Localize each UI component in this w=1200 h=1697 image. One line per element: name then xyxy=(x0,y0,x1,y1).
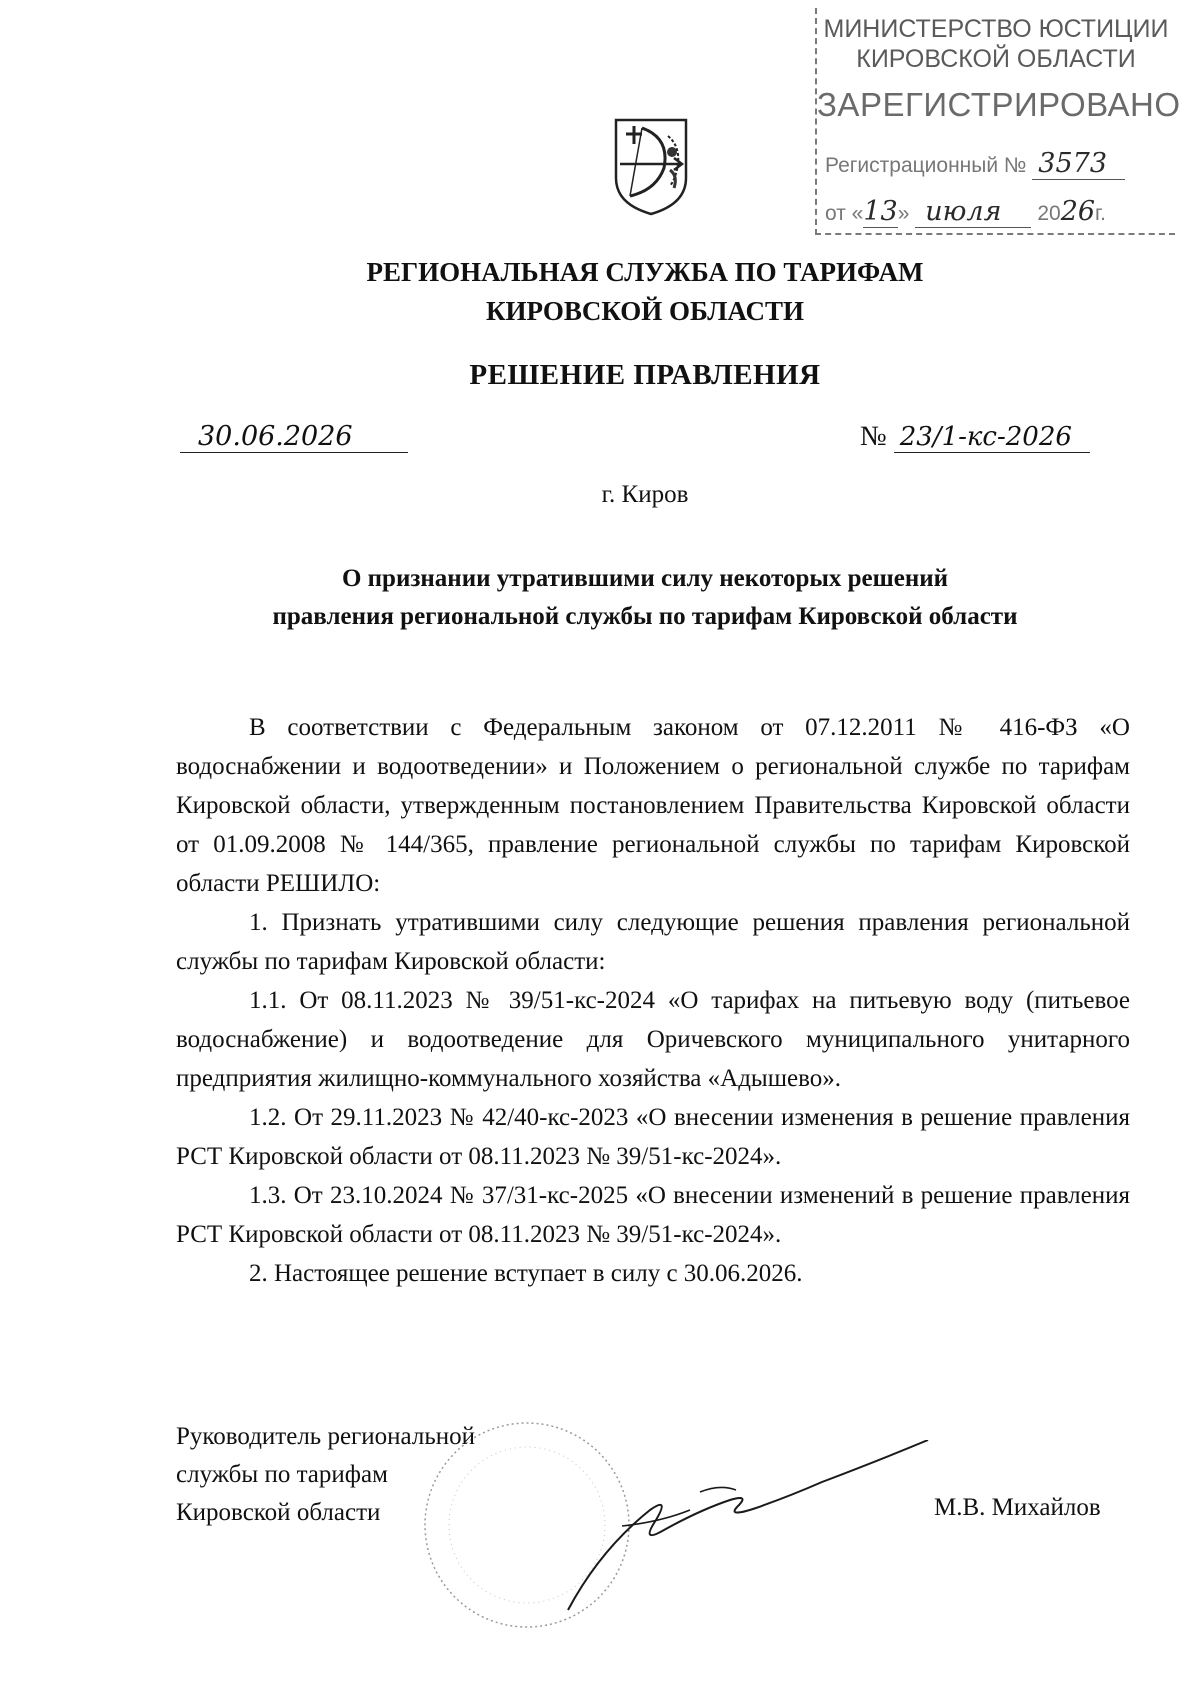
document-number: 23/1-кс-2026 xyxy=(894,422,1090,453)
stamp-ministry-line1: МИНИСТЕРСТВО ЮСТИЦИИ xyxy=(823,15,1169,43)
document-title: РЕШЕНИЕ ПРАВЛЕНИЯ xyxy=(469,359,821,391)
stamp-date-year-prefix: 20 xyxy=(1037,202,1061,225)
document-number-label: № xyxy=(860,421,887,452)
coat-of-arms-icon xyxy=(612,116,690,216)
document-number-line xyxy=(860,421,1090,453)
stamp-date-day: 13 xyxy=(863,196,898,227)
subject-line2: правления региональной службы по тарифам Кировской области xyxy=(272,603,1018,630)
stamp-date-month: июля xyxy=(915,196,1031,228)
body-item-1-2: 1.2. От 29.11.2023 № 42/40-кс-2023 «О внесении изменения в решение правления РСТ Кировской области от 08.11.2023 № 39/51-кс-2024». xyxy=(176,1104,1130,1170)
body-item-2: 2. Настоящее решение вступает в силу с 30.06.2026. xyxy=(249,1260,803,1287)
stamp-date-mid: » xyxy=(897,202,910,225)
signatory-name: М.В. Михайлов xyxy=(934,1494,1101,1521)
stamp-date-line xyxy=(825,196,1106,227)
document-date: 30.06.2026 xyxy=(180,421,408,453)
stamp-date-year-suffix: 26 xyxy=(1060,196,1096,227)
signatory-position-line3: Кировской области xyxy=(176,1499,381,1526)
subject-line1: О признании утратившими силу некоторых решений xyxy=(341,565,949,592)
body-item-1-1: 1.1. От 08.11.2023 № 39/51-кс-2024 «О тарифах на питьевую воду (питьевое водоснабжение) и водоотведение для Оричевского муниципального унитарного предприятия жилищно-коммунального хозяйства «Адышево». xyxy=(176,987,1130,1092)
stamp-ministry-line2: КИРОВСКОЙ ОБЛАСТИ xyxy=(856,45,1136,73)
document-body xyxy=(176,708,1130,1293)
body-item-1: 1. Признать утратившими силу следующие решения правления региональной службы по тарифам Кировской области: xyxy=(176,909,1130,975)
stamp-registration-line xyxy=(825,148,1125,179)
signatory-position xyxy=(176,1418,475,1532)
registration-stamp xyxy=(815,8,1181,235)
body-intro: В соответствии с Федеральным законом от 07.12.2011 № 416-ФЗ «О водоснабжении и водоотведении» и Положением о региональной службе по тарифам Кировской области, утвержденным постановлением Правительства Кировской области от 01.09.2008 № 144/365, правление региональной службы по тарифам Кировской области РЕШИЛО: xyxy=(176,714,1130,897)
agency-name-line1: РЕГИОНАЛЬНАЯ СЛУЖБА ПО ТАРИФАМ xyxy=(366,257,924,287)
document-city: г. Киров xyxy=(601,481,689,508)
agency-name-line2: КИРОВСКОЙ ОБЛАСТИ xyxy=(485,296,805,326)
body-item-1-3: 1.3. От 23.10.2024 № 37/31-кс-2025 «О внесении изменений в решение правления РСТ Кировской области от 08.11.2023 № 39/51-кс-2024». xyxy=(176,1182,1130,1248)
handwritten-signature xyxy=(560,1440,940,1615)
signatory-position-line1: Руководитель региональной xyxy=(176,1423,475,1450)
stamp-date-prefix: от « xyxy=(825,202,864,225)
stamp-ministry xyxy=(817,14,1175,74)
agency-name xyxy=(0,253,1200,331)
stamp-status: ЗАРЕГИСТРИРОВАНО xyxy=(817,86,1181,123)
stamp-date-suffix: г. xyxy=(1095,202,1106,225)
stamp-reg-label: Регистрационный № xyxy=(825,154,1027,177)
signatory-position-line2: службы по тарифам xyxy=(176,1461,388,1488)
stamp-reg-number: 3573 xyxy=(1032,148,1125,180)
document-subject xyxy=(0,560,1200,636)
